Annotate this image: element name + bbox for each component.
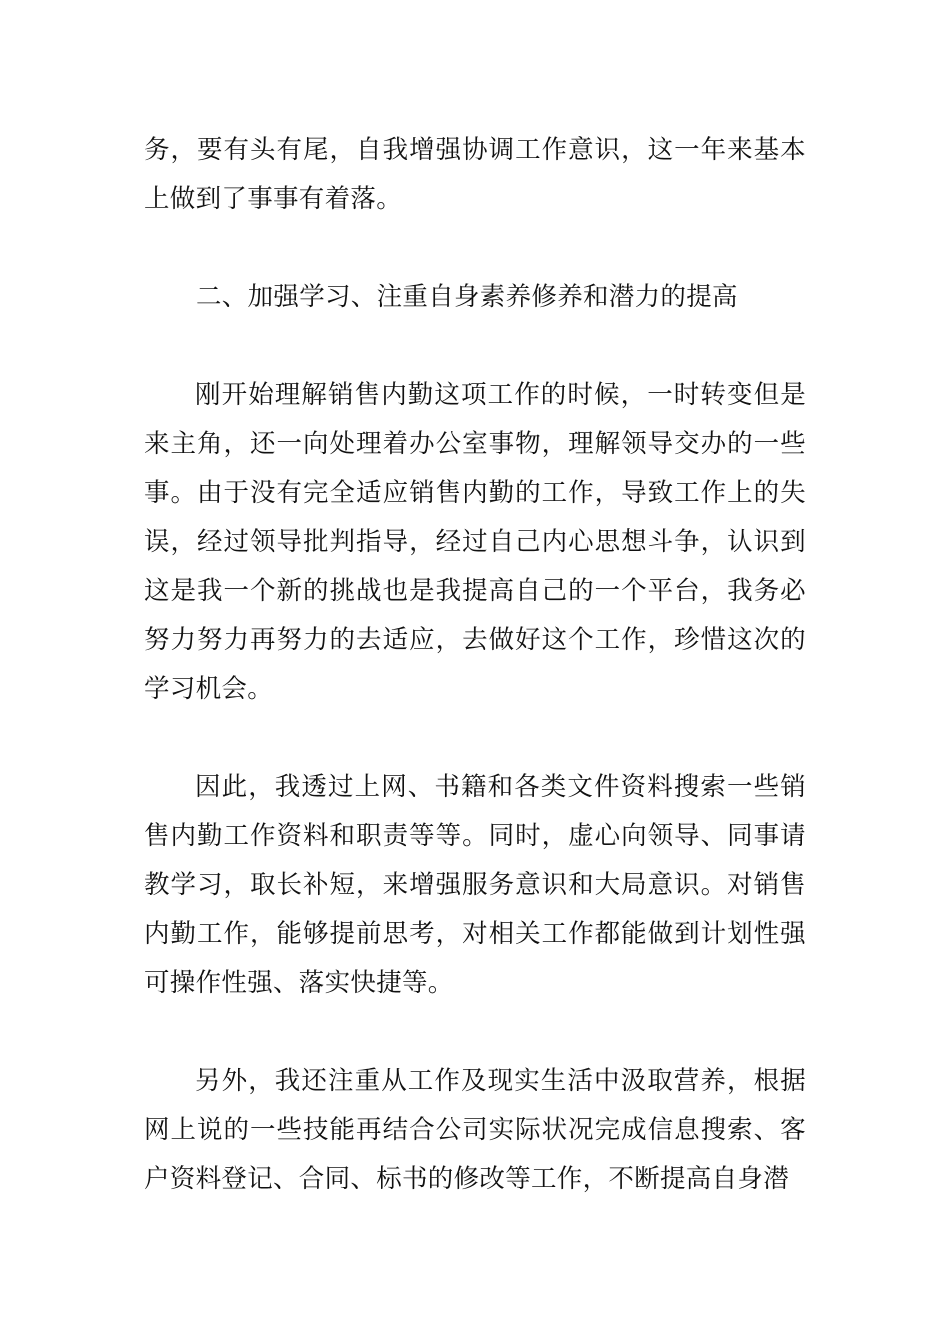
- body-paragraph-2: 因此，我透过上网、书籍和各类文件资料搜索一些销售内勤工作资料和职责等等。同时，虚心向领导、同事请教学习，取长补短，来增强服务意识和大局意识。对销售内勤工作，能够提前思考，对相关工作都能做到计划性强可操作性强、落实快捷等。: [144, 772, 806, 998]
- section-heading: 二、加强学习、注重自身素养修养和潜力的提高: [196, 282, 738, 312]
- body-paragraph-3: 另外，我还注重从工作及现实生活中汲取营养，根据网上说的一些技能再结合公司实际状况完成信息搜索、客户资料登记、合同、标书的修改等工作，不断提高自身潜: [144, 1066, 806, 1194]
- document-page: [144, 126, 806, 1204]
- paragraph-gap: [144, 714, 806, 763]
- body-paragraph-1: 刚开始理解销售内勤这项工作的时候，一时转变但是来主角，还一向处理着办公室事物，理解领导交办的一些事。由于没有完全适应销售内勤的工作，导致工作上的失误，经过领导批判指导，经过自己内心思想斗争，认识到这是我一个新的挑战也是我提高自己的一个平台，我务必努力努力再努力的去适应，去做好这个工作，珍惜这次的学习机会。: [144, 380, 806, 704]
- paragraph-gap: [144, 224, 806, 273]
- paragraph-gap: [144, 1008, 806, 1057]
- continuation-paragraph: 务，要有头有尾，自我增强协调工作意识，这一年来基本上做到了事事有着落。: [144, 135, 806, 214]
- paragraph-gap: [144, 322, 806, 371]
